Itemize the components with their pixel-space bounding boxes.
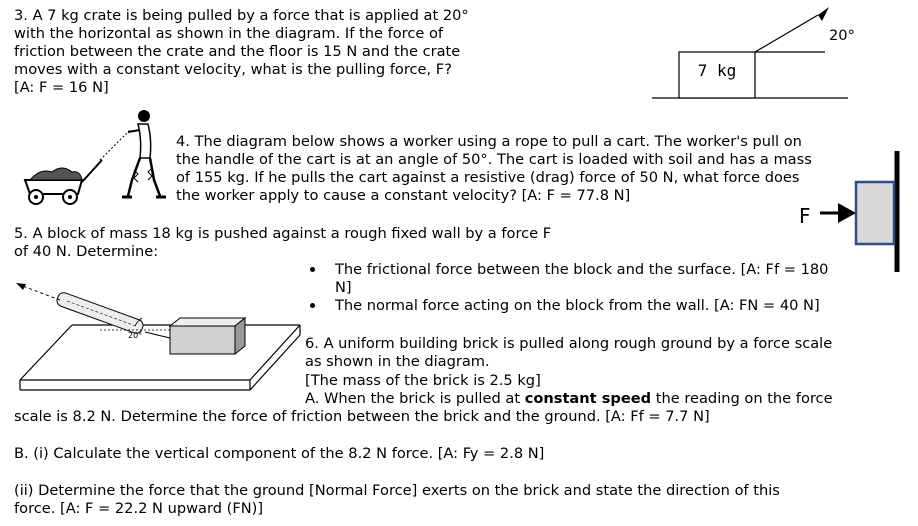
worker-rope bbox=[100, 130, 130, 160]
q6-part-c-line-1: (ii) Determine the force that the ground [Normal Force] exerts on the brick and state the direction of this bbox=[14, 482, 780, 499]
push-force-arrowhead bbox=[838, 203, 856, 223]
q5-bullet-1-cont: N] bbox=[335, 279, 352, 296]
q3-line-2: with the horizontal as shown in the diagram. If the force of bbox=[14, 25, 444, 42]
q6-emphasis: constant speed bbox=[524, 390, 652, 407]
worker-torso bbox=[138, 124, 151, 158]
push-force-label: F bbox=[799, 204, 811, 228]
bullet-2 bbox=[310, 303, 315, 308]
brick-front bbox=[170, 326, 235, 354]
crate-angle-label: 20° bbox=[829, 27, 855, 44]
bullet-1 bbox=[310, 267, 315, 272]
brick-top bbox=[170, 318, 245, 326]
q6-line-3: [The mass of the brick is 2.5 kg] bbox=[305, 372, 541, 389]
worker-arm bbox=[128, 130, 140, 132]
pull-force-arrowhead bbox=[818, 7, 829, 21]
cart-soil bbox=[30, 168, 82, 180]
wall-block-diagram bbox=[799, 151, 897, 272]
q5-bullet-1: The frictional force between the block and the surface. [A: Ff = 180 bbox=[335, 261, 829, 278]
q6-line-2: as shown in the diagram. bbox=[305, 353, 490, 370]
q4-line-3: of 155 kg. If he pulls the cart against a resistive (drag) force of 50 N, what force does bbox=[176, 169, 800, 186]
q4-line-4: the worker apply to cause a constant velocity? [A: F = 77.8 N] bbox=[176, 187, 631, 204]
q3-line-4: moves with a constant velocity, what is the pulling force, F? bbox=[14, 61, 452, 78]
pushed-block bbox=[856, 182, 894, 244]
q6-part-c-line-2: force. [A: F = 22.2 N upward (FN)] bbox=[14, 500, 264, 517]
worker-cart-diagram bbox=[25, 110, 166, 204]
scale-angle-label: 20° bbox=[128, 331, 143, 340]
q5-line-1: 5. A block of mass 18 kg is pushed against a rough fixed wall by a force F bbox=[14, 225, 552, 242]
q5-bullet-2: The normal force acting on the block from the wall. [A: FN = 40 N] bbox=[335, 297, 820, 314]
crate-mass-label: 7 kg bbox=[697, 61, 737, 80]
q3-line-1: 3. A 7 kg crate is being pulled by a force that is applied at 20° bbox=[14, 7, 469, 24]
q4-line-2: the handle of the cart is at an angle of 50°. The cart is loaded with soil and has a mass bbox=[176, 151, 812, 168]
crate-diagram bbox=[652, 7, 855, 98]
q5-line-2: of 40 N. Determine: bbox=[14, 243, 159, 260]
scale-pull-line bbox=[20, 285, 60, 300]
q6-line-4: A. When the brick is pulled at constant speed the reading on the force bbox=[305, 390, 833, 407]
q6-line-5: scale is 8.2 N. Determine the force of friction between the brick and the ground. [A: Ff = 7.7 N] bbox=[14, 408, 710, 425]
q4-line-1: 4. The diagram below shows a worker using a rope to pull a cart. The worker's pull on bbox=[176, 133, 802, 150]
q6-line-1: 6. A uniform building brick is pulled along rough ground by a force scale bbox=[305, 335, 833, 352]
worker-legs bbox=[128, 158, 160, 196]
q3-line-3: friction between the crate and the floor is 15 N and the crate bbox=[14, 43, 461, 60]
q6-part-b: B. (i) Calculate the vertical component of the 8.2 N force. [A: Fy = 2.8 N] bbox=[14, 445, 545, 462]
worker-head bbox=[138, 110, 150, 122]
brick-scale-diagram bbox=[16, 283, 300, 390]
q3-answer: [A: F = 16 N] bbox=[14, 79, 109, 96]
scale-pull-arrowhead bbox=[16, 283, 26, 290]
cart-handle bbox=[82, 160, 102, 182]
pull-force-arrow-shaft bbox=[755, 15, 818, 52]
